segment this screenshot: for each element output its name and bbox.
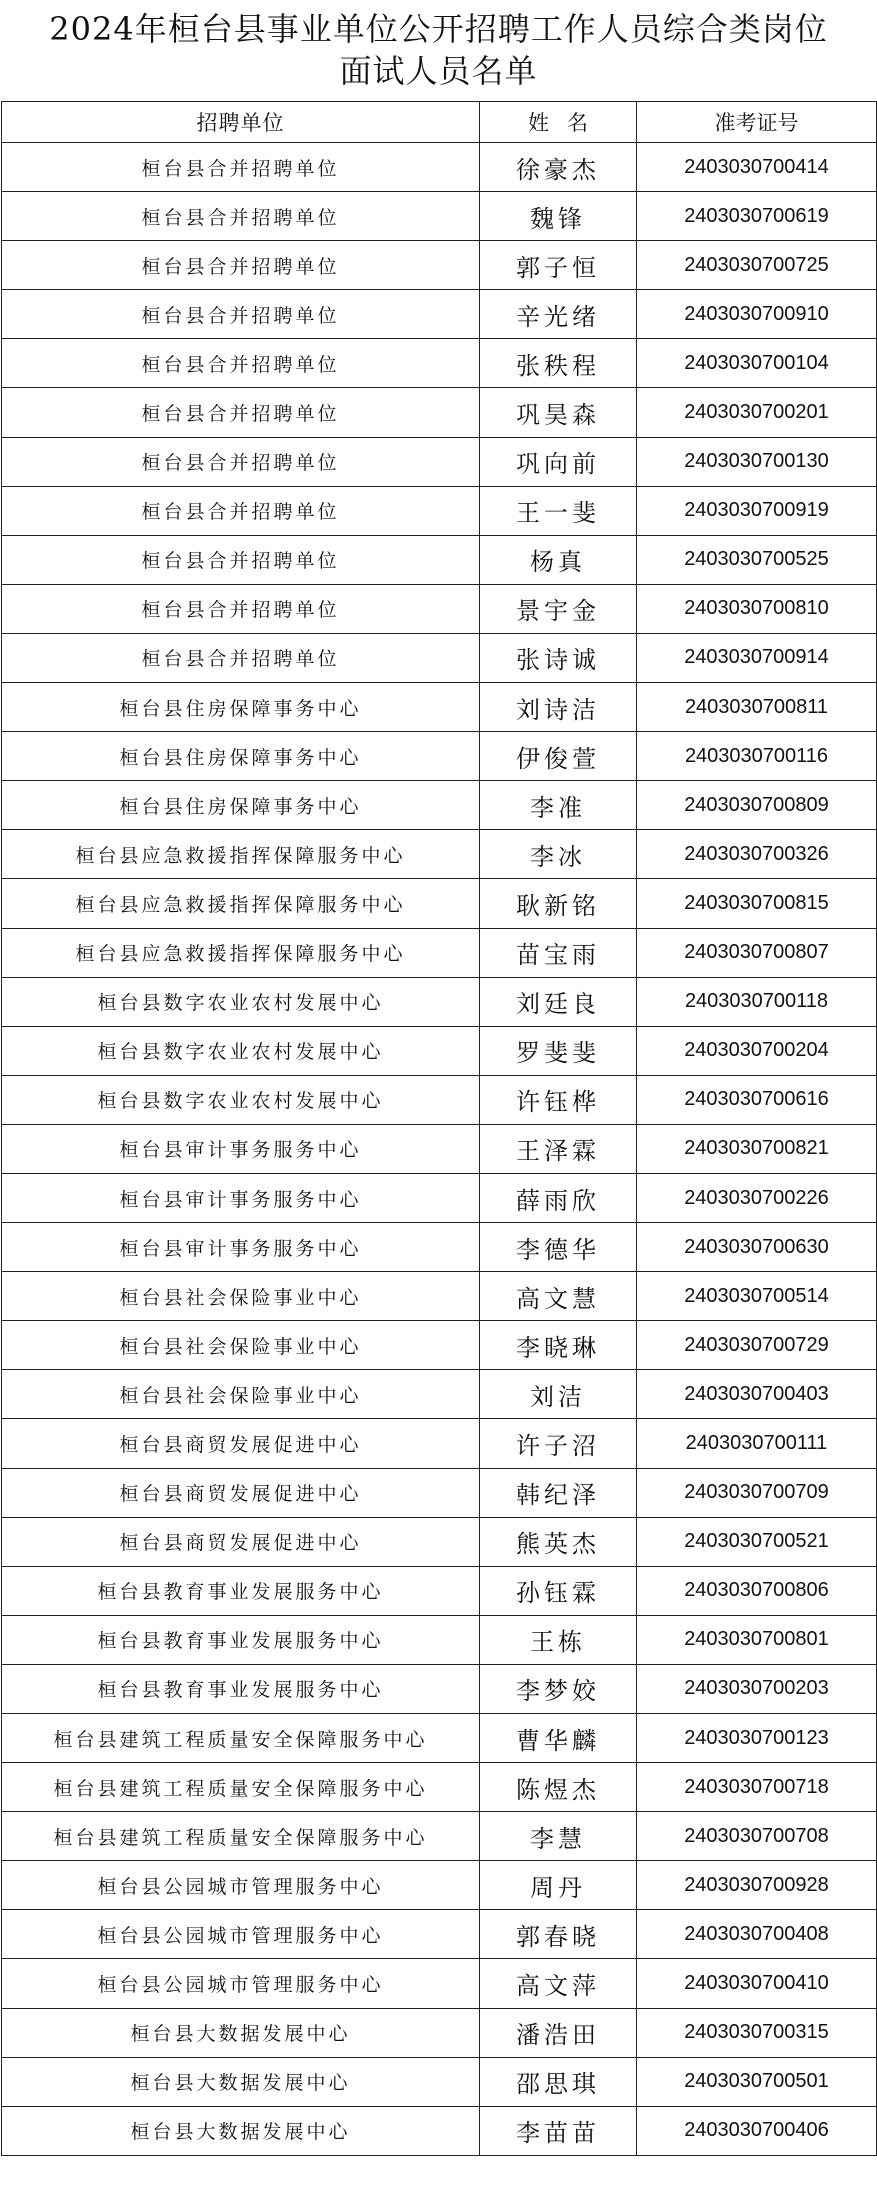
cell-exam-id: 2403030700315 xyxy=(637,2008,877,2057)
cell-exam-id: 2403030700801 xyxy=(637,1615,877,1664)
cell-exam-id: 2403030700910 xyxy=(637,290,877,339)
cell-exam-id: 2403030700204 xyxy=(637,1026,877,1075)
cell-name: 薛雨欣 xyxy=(480,1173,637,1222)
cell-unit: 桓台县大数据发展中心 xyxy=(2,2008,480,2057)
table-row xyxy=(2,1026,877,1075)
table-row xyxy=(2,1763,877,1812)
table-row xyxy=(2,1419,877,1468)
table-row xyxy=(2,535,877,584)
cell-name: 郭子恒 xyxy=(480,241,637,290)
cell-exam-id: 2403030700203 xyxy=(637,1664,877,1713)
cell-exam-id: 2403030700616 xyxy=(637,1075,877,1124)
table-row xyxy=(2,1615,877,1664)
cell-exam-id: 2403030700201 xyxy=(637,388,877,437)
document-title xyxy=(0,0,877,101)
cell-name: 王一斐 xyxy=(480,486,637,535)
cell-exam-id: 2403030700514 xyxy=(637,1272,877,1321)
cell-unit: 桓台县应急救援指挥保障服务中心 xyxy=(2,879,480,928)
table-row xyxy=(2,1566,877,1615)
table-row xyxy=(2,486,877,535)
cell-name: 魏锋 xyxy=(480,192,637,241)
cell-name: 巩昊森 xyxy=(480,388,637,437)
cell-name: 张诗诚 xyxy=(480,633,637,682)
cell-name: 许子沼 xyxy=(480,1419,637,1468)
table-row xyxy=(2,1075,877,1124)
table-row xyxy=(2,388,877,437)
cell-name: 王栋 xyxy=(480,1615,637,1664)
cell-exam-id: 2403030700725 xyxy=(637,241,877,290)
cell-unit: 桓台县住房保障事务中心 xyxy=(2,781,480,830)
cell-unit: 桓台县教育事业发展服务中心 xyxy=(2,1615,480,1664)
table-row xyxy=(2,290,877,339)
cell-exam-id: 2403030700501 xyxy=(637,2057,877,2106)
table-row xyxy=(2,2008,877,2057)
cell-exam-id: 2403030700708 xyxy=(637,1812,877,1861)
cell-name: 王泽霖 xyxy=(480,1124,637,1173)
table-row xyxy=(2,143,877,192)
cell-unit: 桓台县数字农业农村发展中心 xyxy=(2,1075,480,1124)
table-row xyxy=(2,683,877,732)
cell-unit: 桓台县合并招聘单位 xyxy=(2,339,480,388)
table-row xyxy=(2,241,877,290)
cell-name: 耿新铭 xyxy=(480,879,637,928)
cell-name: 刘廷良 xyxy=(480,977,637,1026)
cell-unit: 桓台县合并招聘单位 xyxy=(2,633,480,682)
table-row xyxy=(2,1370,877,1419)
table-header-row xyxy=(2,102,877,143)
cell-unit: 桓台县社会保险事业中心 xyxy=(2,1272,480,1321)
table-row xyxy=(2,1173,877,1222)
table-row xyxy=(2,1812,877,1861)
cell-unit: 桓台县合并招聘单位 xyxy=(2,241,480,290)
cell-name: 李冰 xyxy=(480,830,637,879)
cell-exam-id: 2403030700919 xyxy=(637,486,877,535)
cell-exam-id: 2403030700821 xyxy=(637,1124,877,1173)
cell-name: 张秩程 xyxy=(480,339,637,388)
cell-exam-id: 2403030700914 xyxy=(637,633,877,682)
cell-exam-id: 2403030700809 xyxy=(637,781,877,830)
cell-unit: 桓台县合并招聘单位 xyxy=(2,437,480,486)
cell-unit: 桓台县社会保险事业中心 xyxy=(2,1370,480,1419)
cell-name: 刘洁 xyxy=(480,1370,637,1419)
table-row xyxy=(2,732,877,781)
cell-exam-id: 2403030700406 xyxy=(637,2106,877,2155)
header-exam-id: 准考证号 xyxy=(637,102,877,143)
table-row xyxy=(2,977,877,1026)
cell-name: 韩纪泽 xyxy=(480,1468,637,1517)
cell-exam-id: 2403030700928 xyxy=(637,1861,877,1910)
cell-unit: 桓台县审计事务服务中心 xyxy=(2,1173,480,1222)
cell-exam-id: 2403030700806 xyxy=(637,1566,877,1615)
cell-name: 景宇金 xyxy=(480,584,637,633)
cell-name: 李德华 xyxy=(480,1223,637,1272)
cell-name: 李准 xyxy=(480,781,637,830)
cell-exam-id: 2403030700630 xyxy=(637,1223,877,1272)
cell-exam-id: 2403030700403 xyxy=(637,1370,877,1419)
cell-name: 徐豪杰 xyxy=(480,143,637,192)
cell-name: 高文萍 xyxy=(480,1959,637,2008)
table-row xyxy=(2,1861,877,1910)
table-row xyxy=(2,1468,877,1517)
cell-unit: 桓台县教育事业发展服务中心 xyxy=(2,1566,480,1615)
cell-unit: 桓台县数字农业农村发展中心 xyxy=(2,1026,480,1075)
cell-exam-id: 2403030700521 xyxy=(637,1517,877,1566)
cell-unit: 桓台县合并招聘单位 xyxy=(2,290,480,339)
cell-name: 李梦姣 xyxy=(480,1664,637,1713)
cell-name: 熊英杰 xyxy=(480,1517,637,1566)
cell-exam-id: 2403030700118 xyxy=(637,977,877,1026)
cell-unit: 桓台县大数据发展中心 xyxy=(2,2057,480,2106)
cell-exam-id: 2403030700807 xyxy=(637,928,877,977)
table-row xyxy=(2,2106,877,2155)
table-row xyxy=(2,879,877,928)
cell-name: 罗斐斐 xyxy=(480,1026,637,1075)
cell-unit: 桓台县商贸发展促进中心 xyxy=(2,1517,480,1566)
cell-name: 苗宝雨 xyxy=(480,928,637,977)
cell-name: 陈煜杰 xyxy=(480,1763,637,1812)
table-row xyxy=(2,339,877,388)
cell-exam-id: 2403030700104 xyxy=(637,339,877,388)
cell-unit: 桓台县住房保障事务中心 xyxy=(2,732,480,781)
cell-name: 孙钰霖 xyxy=(480,1566,637,1615)
cell-unit: 桓台县合并招聘单位 xyxy=(2,584,480,633)
cell-unit: 桓台县建筑工程质量安全保障服务中心 xyxy=(2,1812,480,1861)
candidate-table xyxy=(1,101,877,2156)
cell-unit: 桓台县公园城市管理服务中心 xyxy=(2,1861,480,1910)
header-unit: 招聘单位 xyxy=(2,102,480,143)
cell-name: 巩向前 xyxy=(480,437,637,486)
table-row xyxy=(2,1517,877,1566)
title-line-1: 2024年桓台县事业单位公开招聘工作人员综合类岗位 xyxy=(49,10,828,48)
cell-name: 辛光绪 xyxy=(480,290,637,339)
cell-exam-id: 2403030700729 xyxy=(637,1321,877,1370)
table-row xyxy=(2,1664,877,1713)
cell-exam-id: 2403030700815 xyxy=(637,879,877,928)
cell-exam-id: 2403030700709 xyxy=(637,1468,877,1517)
cell-unit: 桓台县合并招聘单位 xyxy=(2,486,480,535)
table-row xyxy=(2,781,877,830)
cell-unit: 桓台县公园城市管理服务中心 xyxy=(2,1959,480,2008)
cell-unit: 桓台县合并招聘单位 xyxy=(2,388,480,437)
cell-unit: 桓台县教育事业发展服务中心 xyxy=(2,1664,480,1713)
cell-name: 邵思琪 xyxy=(480,2057,637,2106)
table-row xyxy=(2,1910,877,1959)
table-row xyxy=(2,1272,877,1321)
table-row xyxy=(2,2057,877,2106)
cell-unit: 桓台县商贸发展促进中心 xyxy=(2,1419,480,1468)
title-line-2: 面试人员名单 xyxy=(339,52,538,90)
cell-unit: 桓台县合并招聘单位 xyxy=(2,192,480,241)
cell-name: 许钰桦 xyxy=(480,1075,637,1124)
cell-unit: 桓台县公园城市管理服务中心 xyxy=(2,1910,480,1959)
header-name: 姓名 xyxy=(480,102,637,143)
table-row xyxy=(2,1321,877,1370)
cell-unit: 桓台县社会保险事业中心 xyxy=(2,1321,480,1370)
cell-name: 杨真 xyxy=(480,535,637,584)
cell-name: 伊俊萱 xyxy=(480,732,637,781)
cell-exam-id: 2403030700116 xyxy=(637,732,877,781)
cell-exam-id: 2403030700408 xyxy=(637,1910,877,1959)
cell-unit: 桓台县商贸发展促进中心 xyxy=(2,1468,480,1517)
cell-unit: 桓台县大数据发展中心 xyxy=(2,2106,480,2155)
table-row xyxy=(2,830,877,879)
cell-exam-id: 2403030700226 xyxy=(637,1173,877,1222)
cell-name: 潘浩田 xyxy=(480,2008,637,2057)
cell-exam-id: 2403030700111 xyxy=(637,1419,877,1468)
table-row xyxy=(2,633,877,682)
cell-exam-id: 2403030700619 xyxy=(637,192,877,241)
cell-name: 高文慧 xyxy=(480,1272,637,1321)
cell-exam-id: 2403030700130 xyxy=(637,437,877,486)
cell-unit: 桓台县合并招聘单位 xyxy=(2,535,480,584)
table-row xyxy=(2,1959,877,2008)
table-row xyxy=(2,437,877,486)
cell-unit: 桓台县审计事务服务中心 xyxy=(2,1223,480,1272)
table-row xyxy=(2,584,877,633)
cell-name: 刘诗洁 xyxy=(480,683,637,732)
cell-name: 曹华麟 xyxy=(480,1714,637,1763)
cell-unit: 桓台县数字农业农村发展中心 xyxy=(2,977,480,1026)
cell-name: 李慧 xyxy=(480,1812,637,1861)
cell-unit: 桓台县合并招聘单位 xyxy=(2,143,480,192)
cell-exam-id: 2403030700123 xyxy=(637,1714,877,1763)
cell-unit: 桓台县应急救援指挥保障服务中心 xyxy=(2,928,480,977)
table-row xyxy=(2,928,877,977)
cell-name: 李苗苗 xyxy=(480,2106,637,2155)
cell-name: 郭春晓 xyxy=(480,1910,637,1959)
cell-unit: 桓台县住房保障事务中心 xyxy=(2,683,480,732)
table-row xyxy=(2,1124,877,1173)
cell-unit: 桓台县建筑工程质量安全保障服务中心 xyxy=(2,1714,480,1763)
table-row xyxy=(2,192,877,241)
cell-exam-id: 2403030700810 xyxy=(637,584,877,633)
table-row xyxy=(2,1714,877,1763)
cell-unit: 桓台县应急救援指挥保障服务中心 xyxy=(2,830,480,879)
cell-unit: 桓台县审计事务服务中心 xyxy=(2,1124,480,1173)
cell-exam-id: 2403030700718 xyxy=(637,1763,877,1812)
cell-exam-id: 2403030700525 xyxy=(637,535,877,584)
cell-name: 周丹 xyxy=(480,1861,637,1910)
table-body xyxy=(2,143,877,2156)
cell-exam-id: 2403030700326 xyxy=(637,830,877,879)
cell-exam-id: 2403030700811 xyxy=(637,683,877,732)
cell-exam-id: 2403030700410 xyxy=(637,1959,877,2008)
cell-exam-id: 2403030700414 xyxy=(637,143,877,192)
cell-name: 李晓琳 xyxy=(480,1321,637,1370)
cell-unit: 桓台县建筑工程质量安全保障服务中心 xyxy=(2,1763,480,1812)
table-row xyxy=(2,1223,877,1272)
